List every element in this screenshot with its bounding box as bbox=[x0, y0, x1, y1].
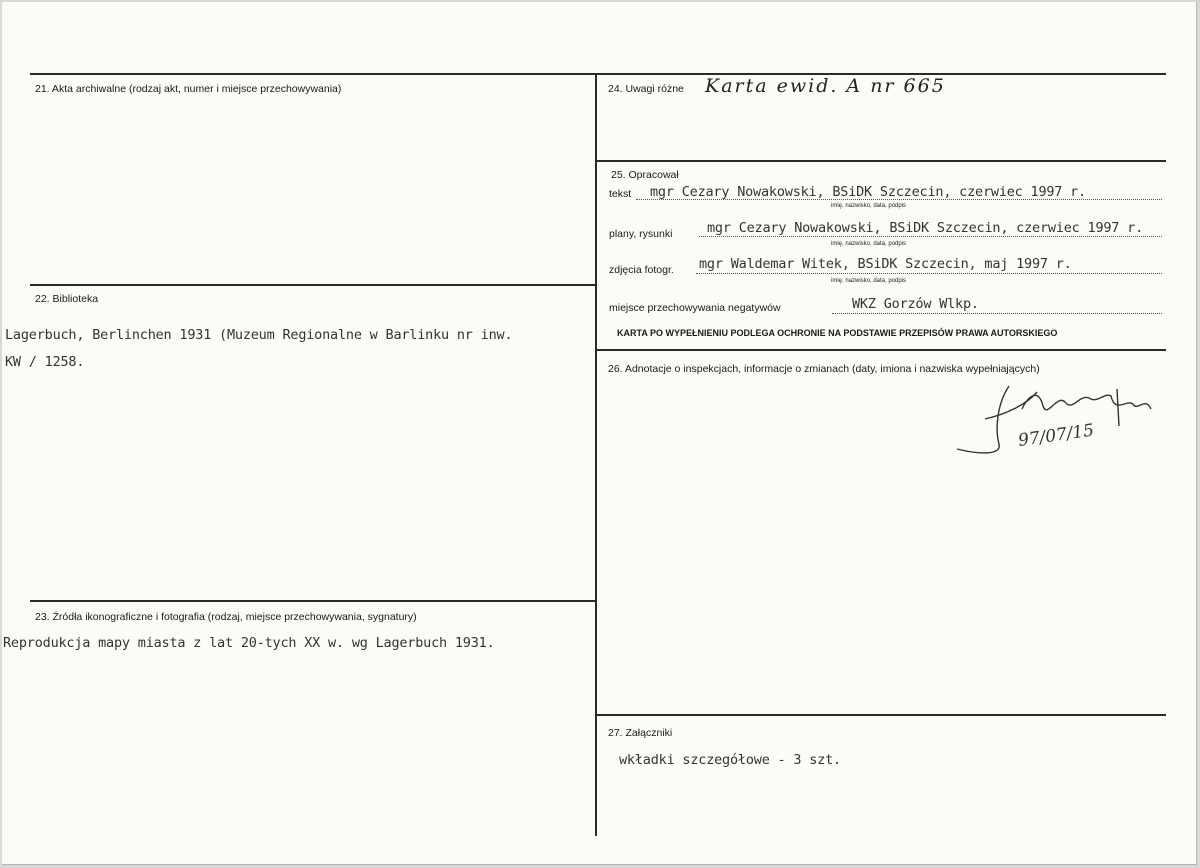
plany-hint: imię, nazwisko, data, podpis bbox=[831, 241, 907, 247]
rule-22-23 bbox=[30, 600, 596, 602]
tekst-label: tekst bbox=[609, 188, 632, 200]
rule-25-26 bbox=[596, 349, 1166, 351]
zdjecia-value: mgr Waldemar Witek, BSiDK Szczecin, maj 1997 r. bbox=[699, 256, 1072, 272]
zdjecia-hint: imię, nazwisko, data, podpis bbox=[831, 278, 907, 284]
plany-label: plany, rysunki bbox=[609, 228, 673, 240]
section-23-label: 23. Źródła ikonograficzne i fotografia (rodzaj, miejsce przechowywania, sygnatury) bbox=[35, 611, 417, 623]
negatywy-dotted-line bbox=[832, 313, 1162, 314]
record-card bbox=[2, 2, 1197, 865]
section-23-text: Reprodukcja mapy miasta z lat 20-tych XX w. wg Lagerbuch 1931. bbox=[3, 635, 495, 651]
plany-value: mgr Cezary Nowakowski, BSiDK Szczecin, czerwiec 1997 r. bbox=[707, 220, 1144, 236]
section-27-label: 27. Załączniki bbox=[608, 727, 673, 739]
section-21-label: 21. Akta archiwalne (rodzaj akt, numer i miejsce przechowywania) bbox=[35, 83, 342, 95]
negatywy-label: miejsce przechowywania negatywów bbox=[609, 302, 781, 314]
section-25-label: 25. Opracował bbox=[611, 169, 679, 181]
copyright-notice: KARTA PO WYPEŁNIENIU PODLEGA OCHRONIE NA PODSTAWIE PRZEPISÓW PRAWA AUTORSKIEGO bbox=[617, 328, 1058, 338]
top-rule bbox=[30, 73, 1166, 75]
section-22-label: 22. Biblioteka bbox=[35, 293, 99, 305]
zdjecia-label: zdjęcia fotogr. bbox=[609, 264, 674, 276]
plany-dotted-line bbox=[699, 236, 1162, 237]
section-26-label: 26. Adnotacje o inspekcjach, informacje o zmianach (daty, imiona i nazwiska wypełniających) bbox=[608, 363, 1040, 375]
center-divider bbox=[595, 73, 597, 836]
rule-21-22 bbox=[30, 284, 596, 286]
tekst-value: mgr Cezary Nowakowski, BSiDK Szczecin, czerwiec 1997 r. bbox=[650, 184, 1087, 200]
section-22-text-line1: Lagerbuch, Berlinchen 1931 (Muzeum Regionalne w Barlinku nr inw. bbox=[5, 327, 513, 343]
negatywy-value: WKZ Gorzów Wlkp. bbox=[852, 296, 979, 312]
section-24-handwritten-note: Karta ewid. A nr 665 bbox=[705, 75, 946, 97]
rule-26-27 bbox=[596, 714, 1166, 716]
signature bbox=[947, 374, 1167, 474]
section-24-label: 24. Uwagi różne bbox=[608, 83, 684, 95]
section-22-text-line2: KW / 1258. bbox=[5, 354, 85, 370]
zdjecia-dotted-line bbox=[696, 273, 1162, 274]
signature-date: 97/07/15 bbox=[1016, 420, 1096, 451]
section-27-text: wkładki szczegółowe - 3 szt. bbox=[619, 752, 841, 768]
tekst-hint: imię, nazwisko, data, podpis bbox=[831, 203, 907, 209]
rule-24-25 bbox=[596, 160, 1166, 162]
